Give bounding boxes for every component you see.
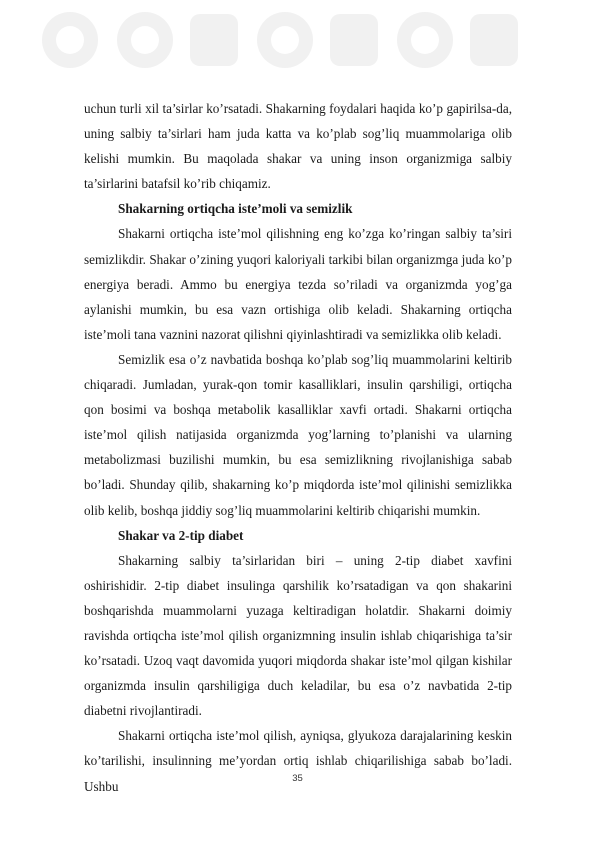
body-paragraph: Shakarni ortiqcha iste’mol qilishning eng ko’zga ko’ringan salbiy ta’siri semizlikdir. Shakar o’zining yuqori kaloriyali tarkibi bilan organizmga juda ko’p energiya beradi. Ammo bu energiya tezda so’riladi va organizmda yog’ga aylanishi mumkin, bu esa vazn ortishiga olib keladi. Shakarning ortiqcha iste’moli tana vaznini nazorat qilishni qiyinlashtiradi va semizlikka olib keladi. [84, 226, 512, 342]
document-body [84, 96, 512, 799]
body-paragraph: Semizlik esa o’z navbatida boshqa ko’plab sog’liq muammolarini keltirib chiqaradi. Jumladan, yurak-qon tomir kasalliklari, insulin qarshiligi, ortiqcha qon bosimi va boshqa metabolik kasalliklar xavfi ortadi. Shakarni ortiqcha iste’mol qilish natijasida organizmda yog’larning to’planishi va ularning metabolizmasi buzilishi mumkin, bu esa semizlikning rivojlanishiga sabab bo’ladi. Shunday qilib, shakarning ko’p miqdorda iste’mol qilinishi semizlikka olib kelib, boshqa jiddiy sog’liq muammolarini keltirib chiqarishi mumkin. [84, 351, 512, 518]
body-paragraph: Shakarni ortiqcha iste’mol qilish, ayniqsa, glyukoza darajalarining keskin ko’tarilishi, insulinning me’yordan ortiq ishlab chiqarilishiga sabab bo’ladi. Ushbu [84, 728, 512, 794]
section-heading: Shakarning ortiqcha iste’moli va semizlik [118, 201, 353, 217]
page-number: 35 [292, 773, 303, 784]
section-heading: Shakar va 2-tip diabet [118, 527, 244, 543]
body-paragraph: uchun turli xil ta’sirlar ko’rsatadi. Shakarning foydalari haqida ko’p gapirilsa-da, uning salbiy ta’sirlari ham juda katta va ko’plab sog’liq muammolariga olib kelishi mumkin. Bu maqolada shakar va uning inson organizmiga salbiy ta’sirlarini batafsil ko’rib chiqamiz. [84, 101, 512, 192]
body-paragraph: Shakarning salbiy ta’sirlaridan biri – uning 2-tip diabet xavfini oshirishidir. 2-tip diabet insulinga qarshilik ko’rsatadigan va qon shakarini boshqarishda muammolarni yuzaga keltiradigan holatdir. Shakarni doimiy ravishda ortiqcha iste’mol qilish organizmning insulin ishlab chiqarishiga ta’sir ko’rsatadi. Uzoq vaqt davomida yuqori miqdorda shakar iste’mol qilgan kishilar organizmda insulin qarshiligiga duch keladilar, bu esa o’z navbatida 2-tip diabetni rivojlantiradi. [84, 552, 512, 719]
watermark-icon [40, 0, 555, 80]
watermark-pattern [40, 0, 555, 80]
